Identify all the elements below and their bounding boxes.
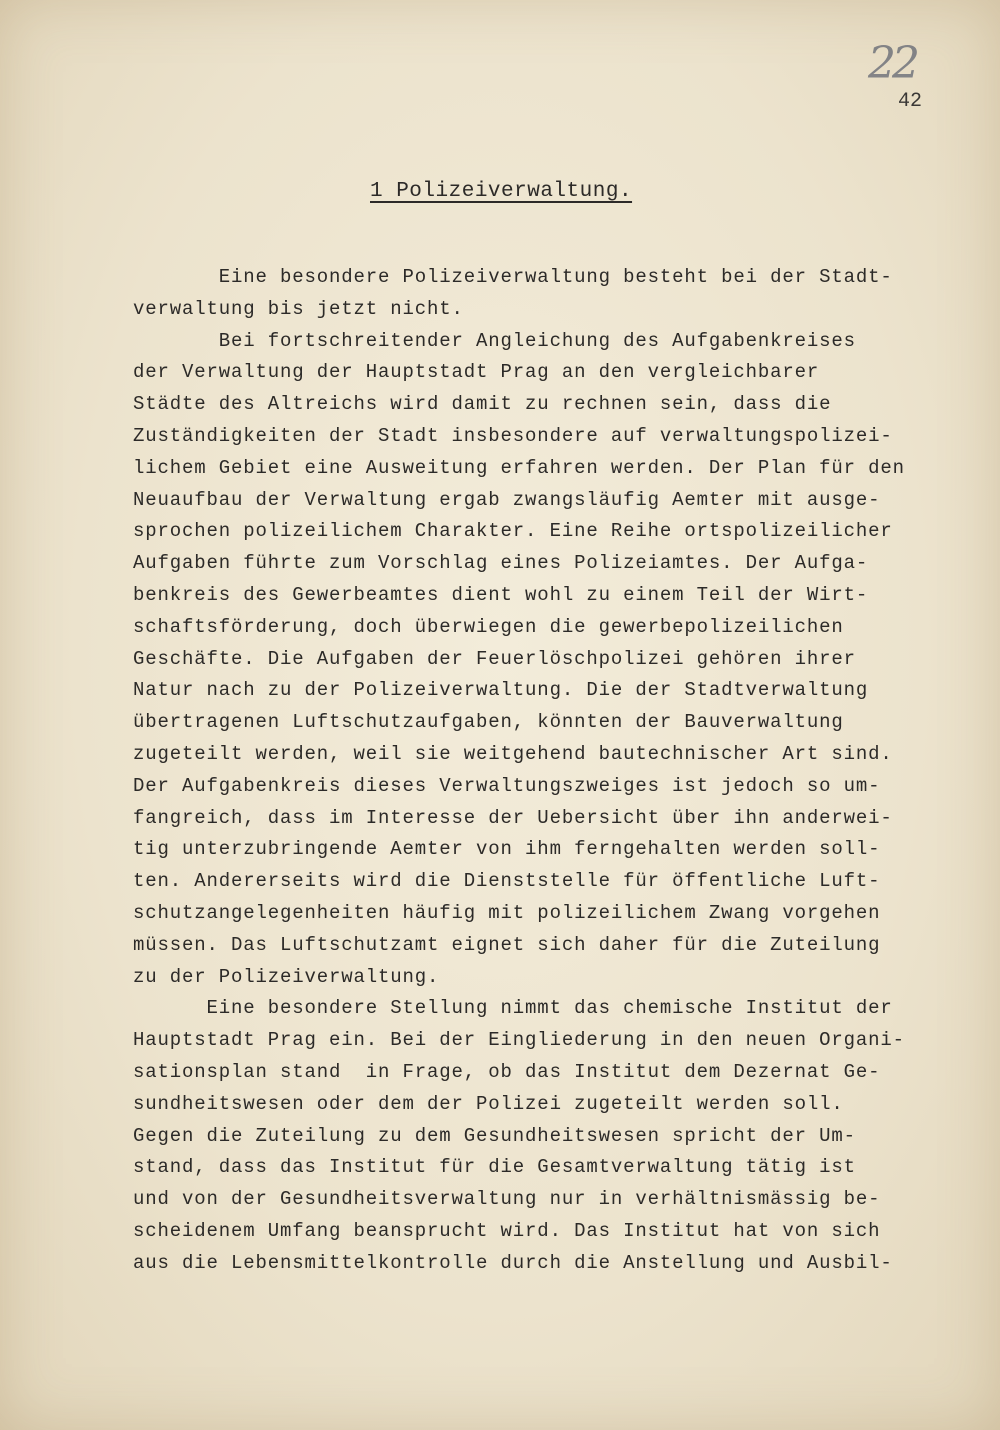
text-line: übertragenen Luftschutzaufgaben, könnten der Bauverwaltung [133, 711, 844, 734]
text-line: Der Aufgabenkreis dieses Verwaltungszweiges ist jedoch so um- [133, 774, 881, 797]
text-line: ten. Andererseits wird die Dienststelle für öffentliche Luft- [133, 870, 881, 893]
text-line: Natur nach zu der Polizeiverwaltung. Die der Stadtverwaltung [133, 679, 869, 702]
text-line: tig unterzubringende Aemter von ihm ferngehalten werden soll- [133, 838, 881, 861]
text-line: schutzangelegenheiten häufig mit polizeilichem Zwang vorgehen [133, 901, 881, 924]
text-line: stand, dass das Institut für die Gesamtverwaltung tätig ist [133, 1156, 856, 1179]
text-line: Städte des Altreichs wird damit zu rechnen sein, dass die [133, 393, 832, 416]
text-line: Gegen die Zuteilung zu dem Gesundheitswesen spricht der Um- [133, 1124, 856, 1147]
text-line: Aufgaben führte zum Vorschlag eines Polizeiamtes. Der Aufga- [133, 552, 869, 575]
text-line: fangreich, dass im Interesse der Uebersicht über ihn anderwei- [133, 806, 893, 829]
section-heading: 1 Polizeiverwaltung. [370, 180, 633, 203]
text-line: sationsplan stand in Frage, ob das Institut dem Dezernat Ge- [133, 1060, 881, 1083]
body-text [133, 262, 963, 1280]
handwritten-folio-number: 22 [868, 38, 916, 89]
text-line: lichem Gebiet eine Ausweitung erfahren werden. Der Plan für den [133, 456, 905, 479]
typed-page-number: 42 [898, 90, 923, 113]
text-line: und von der Gesundheitsverwaltung nur in verhältnismässig be- [133, 1188, 881, 1211]
text-line: Hauptstadt Prag ein. Bei der Eingliederung in den neuen Organi- [133, 1029, 905, 1052]
text-line: Bei fortschreitender Angleichung des Aufgabenkreises [133, 329, 856, 352]
text-line: verwaltung bis jetzt nicht. [133, 297, 464, 320]
text-line: benkreis des Gewerbeamtes dient wohl zu einem Teil der Wirt- [133, 583, 869, 606]
text-line: Zuständigkeiten der Stadt insbesondere auf verwaltungspolizei- [133, 424, 893, 447]
text-line: sprochen polizeilichem Charakter. Eine Reihe ortspolizeilicher [133, 520, 893, 543]
text-line: müssen. Das Luftschutzamt eignet sich daher für die Zuteilung [133, 933, 881, 956]
text-line: zu der Polizeiverwaltung. [133, 965, 440, 988]
text-line: scheidenem Umfang beansprucht wird. Das Institut hat von sich [133, 1219, 881, 1242]
text-line: Eine besondere Stellung nimmt das chemische Institut der [133, 997, 893, 1020]
text-line: sundheitswesen oder dem der Polizei zugeteilt werden soll. [133, 1092, 844, 1115]
text-line: zugeteilt werden, weil sie weitgehend bautechnischer Art sind. [133, 742, 893, 765]
text-line: Neuaufbau der Verwaltung ergab zwangsläufig Aemter mit ausge- [133, 488, 881, 511]
text-line: Geschäfte. Die Aufgaben der Feuerlöschpolizei gehören ihrer [133, 647, 856, 670]
text-line: schaftsförderung, doch überwiegen die gewerbepolizeilichen [133, 615, 844, 638]
text-line: Eine besondere Polizeiverwaltung besteht bei der Stadt- [133, 266, 893, 288]
text-line: aus die Lebensmittelkontrolle durch die Anstellung und Ausbil- [133, 1251, 893, 1274]
text-line: der Verwaltung der Hauptstadt Prag an den vergleichbarer [133, 361, 820, 384]
